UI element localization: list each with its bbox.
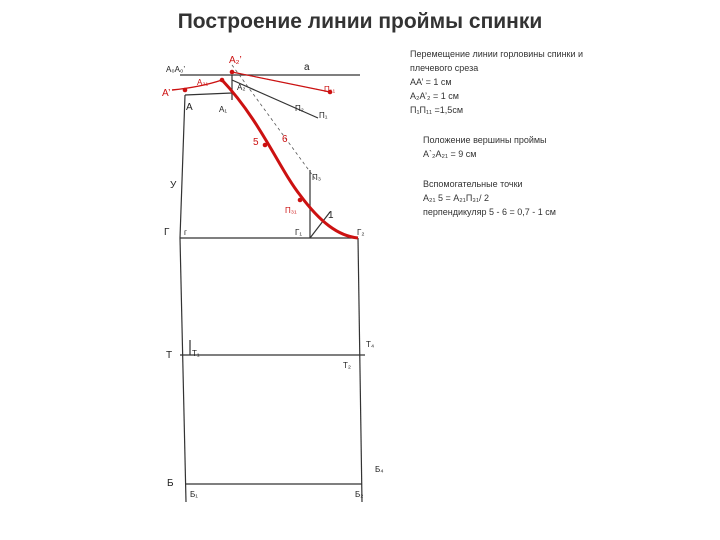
label-B1: Б₁ [190, 490, 198, 499]
label-6: 6 [282, 134, 288, 145]
label-P2: П₂ [295, 104, 304, 113]
label-T: Т [166, 350, 173, 361]
label-5: 5 [253, 137, 259, 148]
label-T1: Т₁ [192, 349, 200, 358]
label-B2: Б₂ [355, 490, 364, 499]
note-line: П₁П₁₁ =1,5см [410, 105, 464, 115]
label-P11: П₁₁ [324, 85, 336, 94]
note-line: Перемещение линии горловины спинки и [410, 49, 584, 59]
note-line: А₂А’₂ = 1 см [410, 91, 459, 101]
label-P3: П₃ [312, 173, 322, 182]
label-G: Г [164, 227, 170, 238]
label-Ap: А’ [162, 88, 171, 99]
label-A21: А₂₁ [197, 78, 209, 87]
note-line: Положение вершины проймы [423, 135, 547, 145]
center-back-lower [180, 238, 186, 502]
notes-armhole-apex [423, 133, 547, 161]
point-5 [263, 143, 268, 148]
label-a: а [304, 62, 310, 73]
construction-lines [180, 75, 365, 502]
label-P31: П₃₁ [285, 206, 297, 215]
point-P31 [298, 198, 303, 203]
label-G1: Г₁ [295, 228, 303, 237]
label-B: Б [167, 478, 174, 489]
notes-neck-shoulder [410, 47, 583, 117]
note-line: плечевого среза [410, 63, 479, 73]
notes-aux-points [423, 177, 556, 219]
label-A1: А₁ [219, 105, 228, 114]
label-T4: Т₄ [366, 340, 375, 349]
label-1: 1 [328, 210, 334, 221]
neckline [185, 93, 232, 95]
slide-title: Построение линии проймы спинки [177, 10, 543, 33]
point-A21 [220, 78, 225, 83]
label-g: г [184, 228, 187, 237]
label-P1: П₁ [319, 111, 328, 120]
center-back-upper [180, 95, 185, 238]
note-line: перпендикуляр 5 - 6 = 0,7 - 1 см [423, 207, 556, 217]
note-line: АА’ = 1 см [410, 77, 452, 87]
label-A2: А₂ [237, 83, 246, 92]
label-B4: Б₄ [375, 465, 384, 474]
side-seam [358, 238, 362, 502]
note-line: Вспомогательные точки [423, 179, 523, 189]
label-T2: Т₂ [343, 361, 351, 370]
point-labels [162, 55, 384, 499]
note-line: А₂₁ 5 = А₂₁П₃₁/ 2 [423, 193, 490, 203]
label-A: А [186, 102, 193, 113]
label-A2p: А₂’ [229, 55, 242, 66]
point-A2p [230, 70, 235, 75]
label-U: У [170, 180, 177, 191]
note-line: А`₂А₂₁ = 9 см [423, 149, 477, 159]
label-G2: Г₂ [357, 228, 365, 237]
point-Ap [183, 88, 188, 93]
label-A0A0: А₀А₀’ [166, 65, 186, 74]
